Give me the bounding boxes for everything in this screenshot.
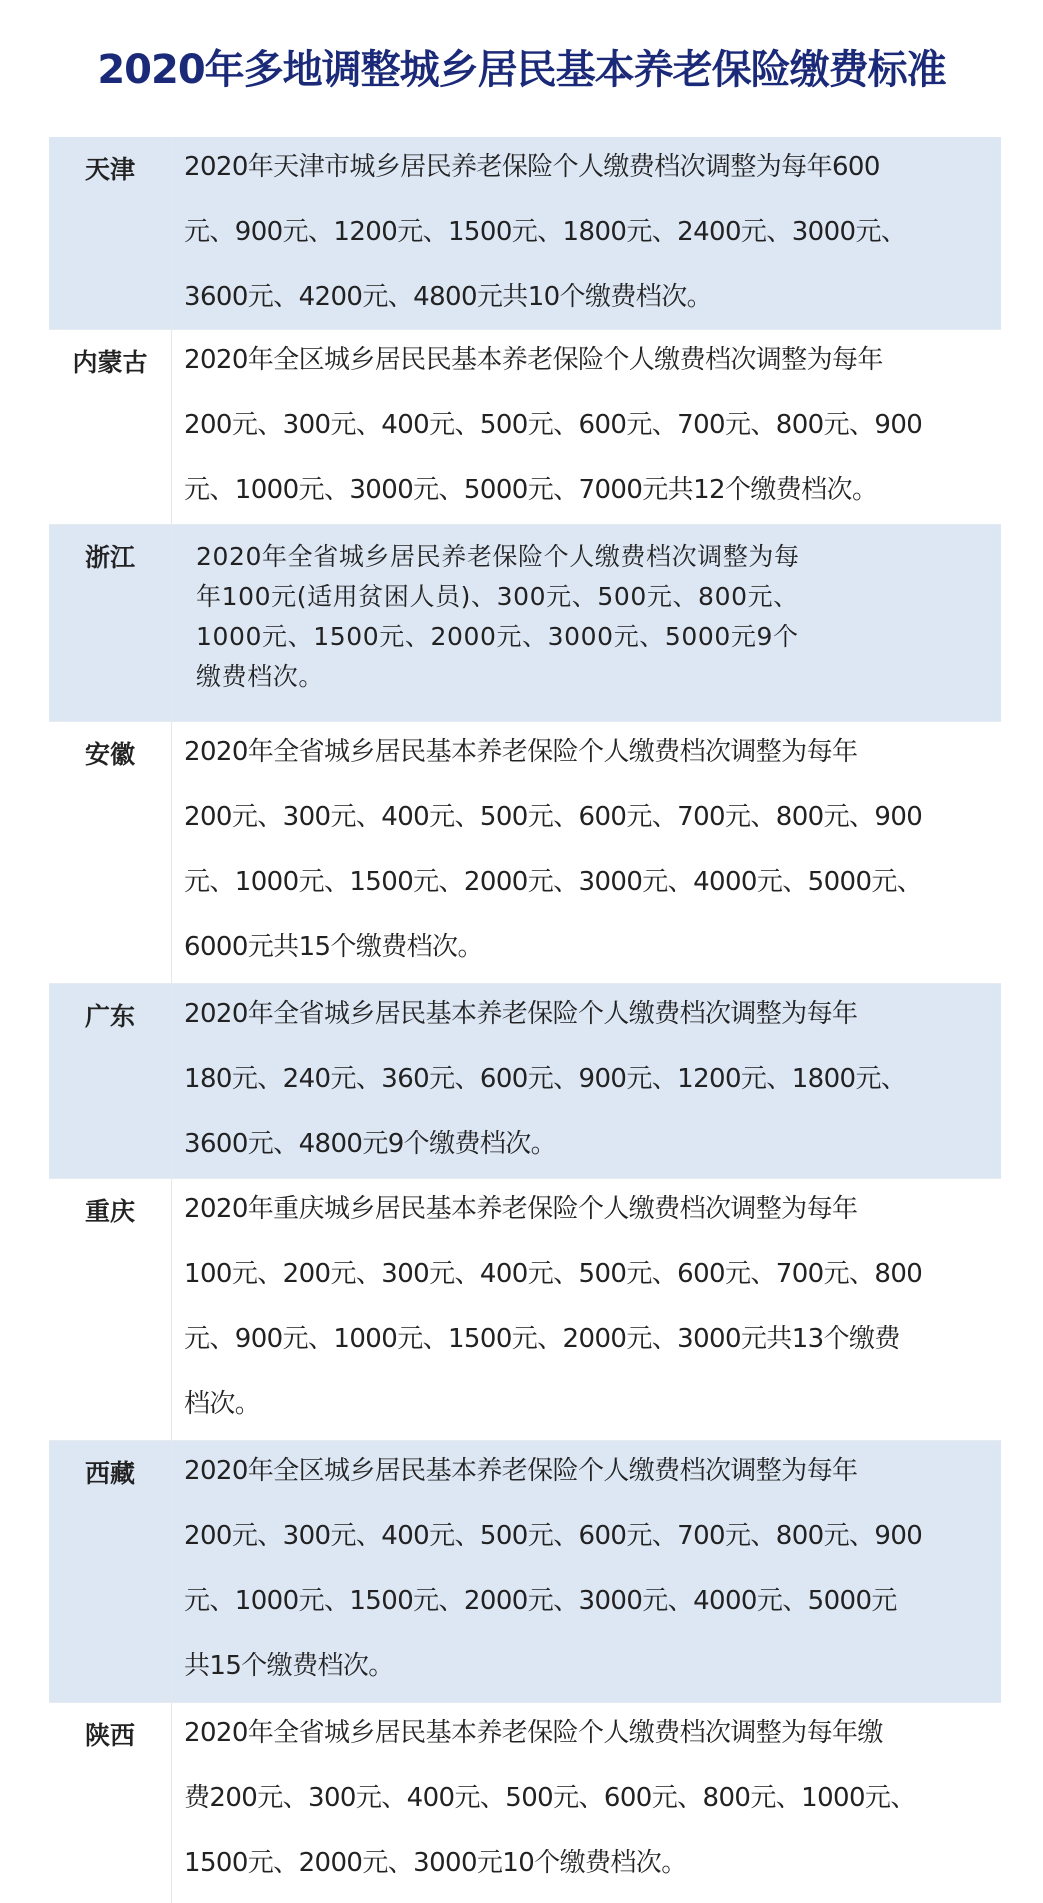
region-label: 安徽 [49, 722, 172, 983]
table-row-tianjin [49, 137, 1001, 330]
text-line: 1500元、2000元、3000元10个缴费档次。 [184, 1848, 687, 1878]
region-description [172, 1179, 1001, 1440]
table-row-neimenggu [49, 330, 1001, 525]
text-line: 3600元、4800元9个缴费档次。 [184, 1129, 557, 1159]
table-row-guangdong [49, 984, 1001, 1179]
region-label: 广东 [49, 984, 172, 1178]
text-line: 缴费档次。 [196, 662, 325, 691]
table-row-xizang [49, 1441, 1001, 1703]
text-line: 共15个缴费档次。 [184, 1651, 394, 1681]
table-row-chongqing [49, 1179, 1001, 1441]
text-line: 2020年天津市城乡居民养老保险个人缴费档次调整为每年600 [184, 152, 880, 182]
text-line: 元、900元、1200元、1500元、1800元、2400元、3000元、 [184, 217, 907, 247]
text-line: 元、900元、1000元、1500元、2000元、3000元共13个缴费 [184, 1324, 900, 1354]
text-line: 2020年全区城乡居民民基本养老保险个人缴费档次调整为每年 [184, 345, 883, 375]
region-label: 西藏 [49, 1441, 172, 1702]
region-label: 内蒙古 [49, 330, 172, 524]
region-label: 天津 [49, 137, 172, 329]
text-line: 200元、300元、400元、500元、600元、700元、800元、900 [184, 1521, 923, 1551]
table-row-anhui [49, 722, 1001, 984]
text-line: 200元、300元、400元、500元、600元、700元、800元、900 [184, 802, 923, 832]
text-line: 180元、240元、360元、600元、900元、1200元、1800元、 [184, 1064, 907, 1094]
text-line: 2020年全省城乡居民基本养老保险个人缴费档次调整为每年缴 [184, 1718, 883, 1748]
text-line: 6000元共15个缴费档次。 [184, 932, 483, 962]
text-line: 2020年全省城乡居民基本养老保险个人缴费档次调整为每年 [184, 999, 858, 1029]
contribution-table [49, 137, 1001, 1903]
text-line: 档次。 [184, 1389, 261, 1419]
text-line: 费200元、300元、400元、500元、600元、800元、1000元、 [184, 1783, 916, 1813]
text-line: 2020年重庆城乡居民基本养老保险个人缴费档次调整为每年 [184, 1194, 858, 1224]
region-label: 重庆 [49, 1179, 172, 1440]
region-label: 浙江 [49, 525, 172, 721]
text-line: 2020年全区城乡居民基本养老保险个人缴费档次调整为每年 [184, 1456, 858, 1486]
region-description [172, 1441, 1001, 1702]
text-line: 1000元、1500元、2000元、3000元、5000元9个 [196, 622, 799, 651]
region-label: 陕西 [49, 1703, 172, 1903]
text-line: 100元、200元、300元、400元、500元、600元、700元、800 [184, 1259, 923, 1289]
text-line: 年100元(适用贫困人员)、300元、500元、800元、 [196, 582, 799, 611]
table-row-zhejiang [49, 525, 1001, 722]
region-description [172, 1703, 1001, 1903]
region-description [172, 137, 1001, 329]
text-line: 3600元、4200元、4800元共10个缴费档次。 [184, 282, 712, 312]
text-line: 2020年全省城乡居民养老保险个人缴费档次调整为每 [196, 542, 800, 571]
page-title: 2020年多地调整城乡居民基本养老保险缴费标准 [97, 47, 946, 93]
text-line: 2020年全省城乡居民基本养老保险个人缴费档次调整为每年 [184, 737, 858, 767]
text-line: 元、1000元、3000元、5000元、7000元共12个缴费档次。 [184, 475, 878, 505]
text-line: 元、1000元、1500元、2000元、3000元、4000元、5000元 [184, 1586, 897, 1616]
region-description [172, 722, 1001, 983]
region-description [172, 330, 1001, 524]
table-row-shaanxi [49, 1703, 1001, 1903]
text-line: 元、1000元、1500元、2000元、3000元、4000元、5000元、 [184, 867, 923, 897]
text-line: 200元、300元、400元、500元、600元、700元、800元、900 [184, 410, 923, 440]
region-description [172, 525, 1001, 721]
region-description [172, 984, 1001, 1178]
